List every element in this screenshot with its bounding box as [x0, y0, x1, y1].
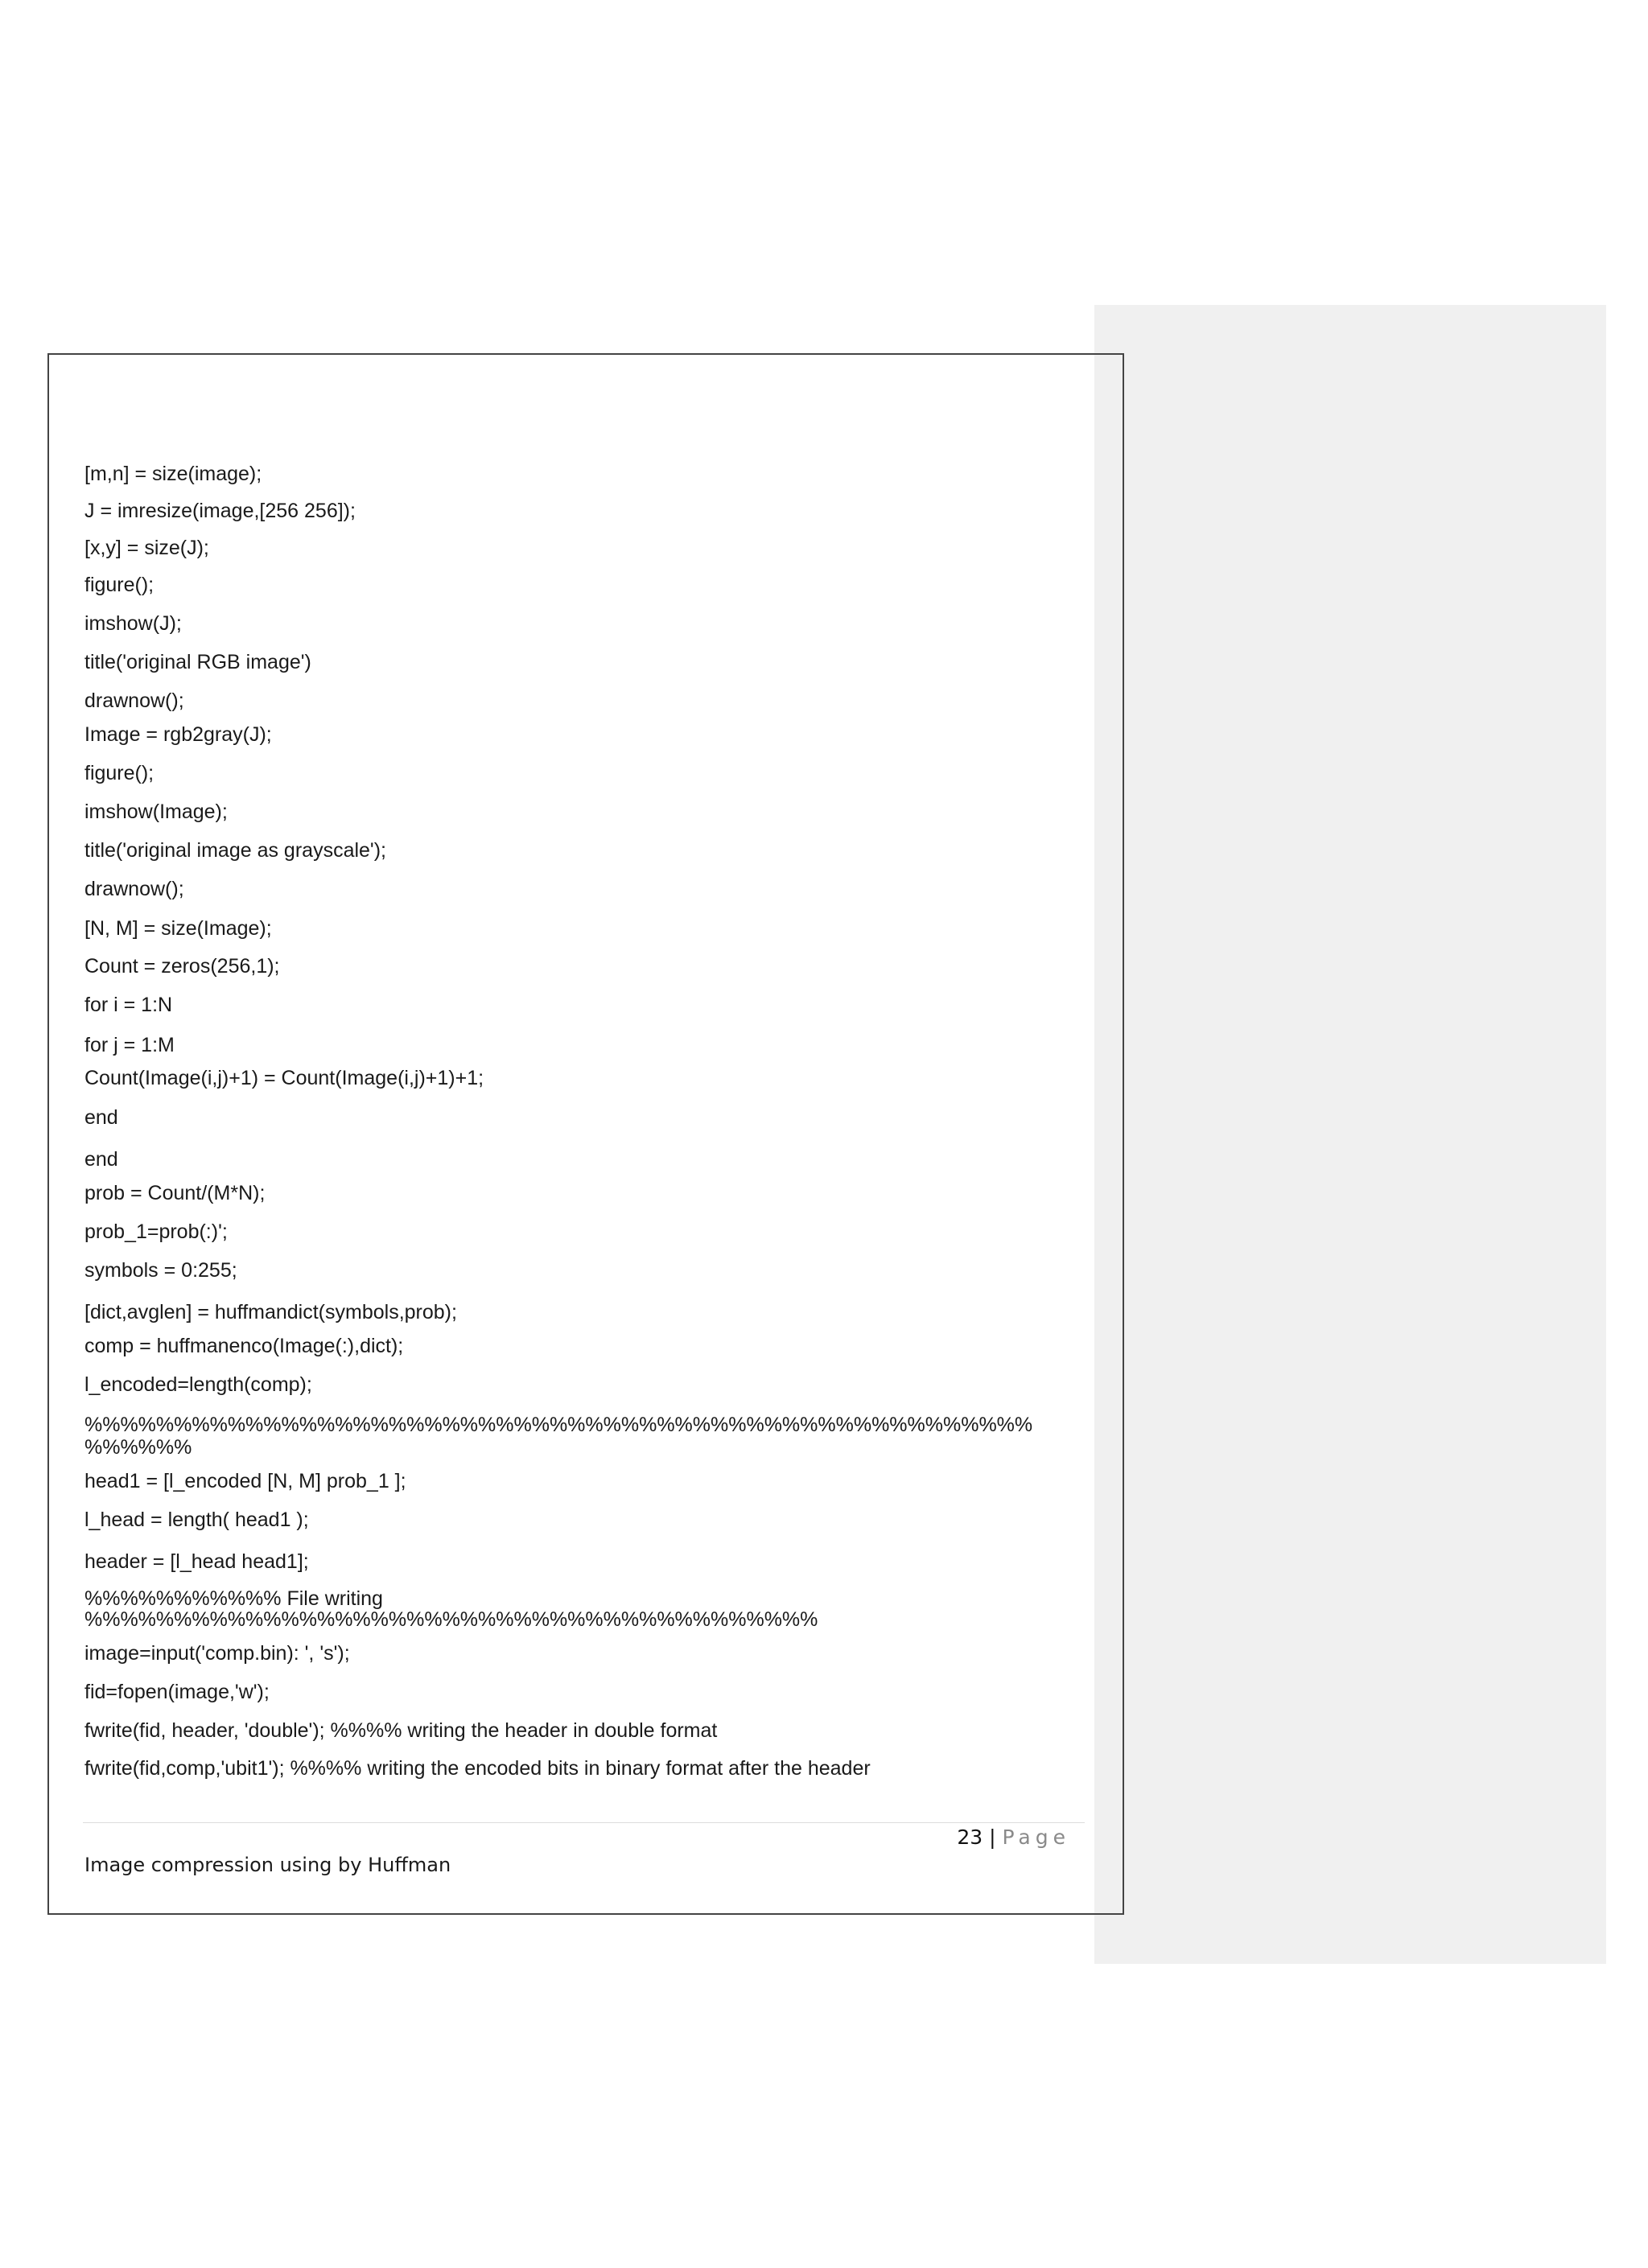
footer-divider	[83, 1822, 1085, 1823]
code-line: header = [l_head head1];	[84, 1550, 309, 1573]
code-line: Image = rgb2gray(J);	[84, 723, 272, 746]
code-line: %%%%%%%%%%%%%%%%%%%%%%%%%%%%%%%%%%%%%%%%%	[84, 1608, 818, 1631]
code-line: [m,n] = size(image);	[84, 463, 262, 485]
code-line: head1 = [l_encoded [N, M] prob_1 ];	[84, 1470, 406, 1492]
code-line: J = imresize(image,[256 256]);	[84, 500, 356, 522]
code-line: %%%%%%%%%%%%%%%%%%%%%%%%%%%%%%%%%%%%%%%%%%%%%%%%%%%%%	[84, 1414, 1033, 1436]
page-label: Page	[1002, 1826, 1070, 1849]
code-line: end	[84, 1106, 118, 1129]
code-line: comp = huffmanenco(Image(:),dict);	[84, 1335, 404, 1357]
code-line: imshow(J);	[84, 612, 182, 635]
code-line: Count = zeros(256,1);	[84, 955, 280, 978]
code-line: fwrite(fid,comp,'ubit1'); %%%% writing the encoded bits in binary format after the header	[84, 1757, 871, 1780]
code-line: prob_1=prob(:)';	[84, 1220, 228, 1243]
code-line: %%%%%%%%%%% File writing	[84, 1587, 383, 1610]
code-line: drawnow();	[84, 689, 184, 712]
code-line: fid=fopen(image,'w');	[84, 1681, 270, 1703]
page-number-separator: |	[983, 1826, 1003, 1849]
code-line: [dict,avglen] = huffmandict(symbols,prob);	[84, 1301, 457, 1323]
code-line: title('original image as grayscale');	[84, 839, 386, 862]
code-line: [N, M] = size(Image);	[84, 917, 272, 940]
code-line: fwrite(fid, header, 'double'); %%%% writing the header in double format	[84, 1719, 718, 1742]
code-line: l_head = length( head1 );	[84, 1509, 309, 1531]
code-line: title('original RGB image')	[84, 651, 311, 673]
page-number	[957, 1825, 1070, 1850]
code-line: [x,y] = size(J);	[84, 537, 209, 559]
comment-margin-pane	[1094, 305, 1606, 1964]
code-line: for j = 1:M	[84, 1034, 175, 1056]
code-line: imshow(Image);	[84, 801, 228, 823]
code-line: figure();	[84, 574, 154, 596]
code-line: image=input('comp.bin): ', 's');	[84, 1642, 350, 1665]
page-number-value: 23	[957, 1826, 983, 1849]
code-line: Count(Image(i,j)+1) = Count(Image(i,j)+1)+1;	[84, 1067, 484, 1089]
code-line: l_encoded=length(comp);	[84, 1373, 312, 1396]
code-line: drawnow();	[84, 878, 184, 900]
code-line: for i = 1:N	[84, 994, 173, 1016]
code-line: end	[84, 1148, 118, 1171]
code-line: symbols = 0:255;	[84, 1259, 237, 1282]
code-line: %%%%%%	[84, 1436, 192, 1459]
code-line: figure();	[84, 762, 154, 784]
code-line: prob = Count/(M*N);	[84, 1182, 266, 1204]
footer-document-title: Image compression using by Huffman	[84, 1854, 451, 1876]
